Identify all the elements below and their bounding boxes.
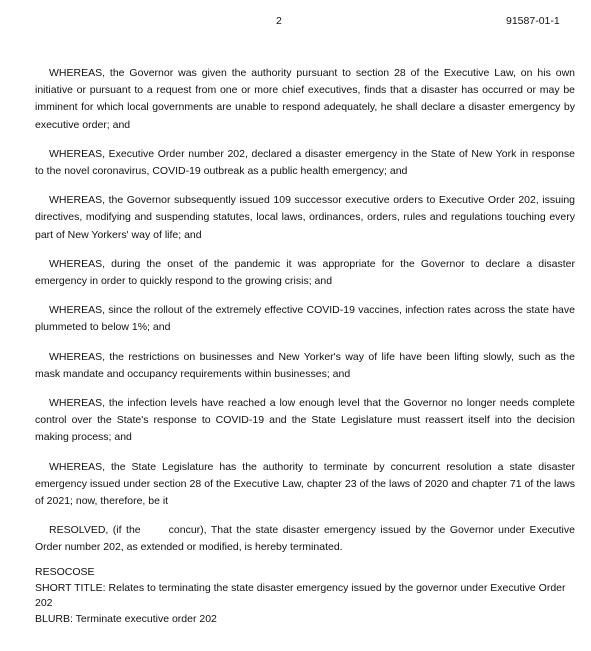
document-id: 91587-01-1	[506, 15, 560, 27]
whereas-paragraph: WHEREAS, the infection levels have reached a low enough level that the Governor no longer needs complete control over the State's response to COVID-19 and the State Legislature must reassert itself into the decision making process; and	[35, 397, 575, 444]
short-title: SHORT TITLE: Relates to terminating the state disaster emergency issued by the governor under Executive Order 202	[35, 581, 566, 610]
resolved-lead: RESOLVED, (if the	[49, 524, 141, 537]
page-number: 2	[276, 15, 282, 27]
resolved-text: concur), That the state disaster emergency issued by the Governor under Executive Order number 202, as extended or modified, is hereby terminated.	[35, 524, 575, 554]
resolved-paragraph	[35, 522, 575, 556]
whereas-paragraph: WHEREAS, during the onset of the pandemic it was appropriate for the Governor to declare a disaster emergency in order to quickly respond to the growing crisis; and	[35, 257, 575, 288]
whereas-paragraph: WHEREAS, Executive Order number 202, declared a disaster emergency in the State of New York in response to the novel coronavirus, COVID-19 outbreak as a public health emergency; and	[35, 147, 575, 178]
bill-code: RESOCOSE	[35, 566, 95, 578]
blurb: BLURB: Terminate executive order 202	[35, 612, 217, 625]
whereas-paragraph: WHEREAS, the restrictions on businesses and New Yorker's way of life have been lifting slowly, such as the mask mandate and occupancy requirements within businesses; and	[35, 350, 575, 380]
whereas-paragraph: WHEREAS, since the rollout of the extremely effective COVID-19 vaccines, infection rates across the state have plummeted to below 1%; and	[35, 304, 575, 334]
whereas-paragraph: WHEREAS, the State Legislature has the authority to terminate by concurrent resolution a state disaster emergency issued under section 28 of the Executive Law, chapter 23 of the laws of 2020 and chapter 71 of the laws of 2021; now, therefore, be it	[35, 460, 575, 508]
bill-footer	[35, 565, 575, 627]
resolution-body	[35, 65, 575, 569]
whereas-paragraph: WHEREAS, the Governor subsequently issued 109 successor executive orders to Executive Order 202, issuing directives, modifying and suspending statutes, local laws, ordinances, orders, rules and regulations touching every part of New Yorkers' way of life; and	[35, 194, 575, 241]
whereas-paragraph: WHEREAS, the Governor was given the authority pursuant to section 28 of the Executive Law, on his own initiative or pursuant to a request from one or more chief executives, finds that a disaster has occurred or may be imminent for which local governments are unable to respond adequately, he shall declare a disaster emergency by executive order; and	[35, 67, 575, 131]
